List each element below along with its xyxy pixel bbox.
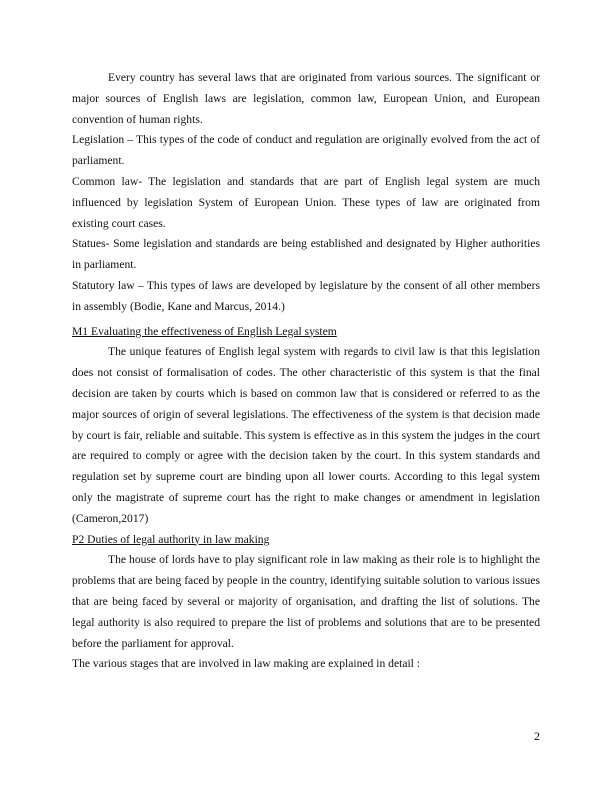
common-law-paragraph: Common law- The legislation and standards that are part of English legal system are much influenced by legislation System of European Union. These types of law are originated from existing court cases. xyxy=(72,174,540,230)
stages-intro-paragraph: The various stages that are involved in law making are explained in detail : xyxy=(72,657,421,671)
p2-paragraph: The house of lords have to play significant role in law making as their role is to highlight the problems that are being faced by people in the country, identifying suitable solution to various issues that are being faced by several or majority of organisation, and drafting the list of solutions. The legal authority is also required to prepare the list of problems and solutions that are to be presented before the parliament for approval. xyxy=(72,553,540,650)
m1-heading: M1 Evaluating the effectiveness of English Legal system xyxy=(72,324,337,338)
intro-paragraph: Every country has several laws that are originated from various sources. The significant or major sources of English laws are legislation, common law, European Union, and European convention of human rights. xyxy=(72,71,540,126)
p2-heading: P2 Duties of legal authority in law making xyxy=(72,532,270,546)
body-text xyxy=(72,68,540,675)
page-number: 2 xyxy=(534,729,540,743)
statues-paragraph: Statues- Some legislation and standards are being established and designated by Higher authorities in parliament. xyxy=(72,237,540,272)
m1-paragraph: The unique features of English legal system with regards to civil law is that this legislation does not consist of formalisation of codes. The other characteristic of this system is that the final decision are taken by courts which is based on common law that is considered or referred to as the major sources of origin of several legislations. The effectiveness of the system is that decision made by court is fair, reliable and suitable. This system is effective as in this system the judges in the court are required to comply or agree with the decision taken by the court. In this system standards and regulation set by supreme court are binding upon all lower courts. According to this legal system only the magistrate of supreme court has the right to make changes or amendment in legislation (Cameron,2017) xyxy=(72,345,540,525)
legislation-paragraph: Legislation – This types of the code of conduct and regulation are originally evolved from the act of parliament. xyxy=(72,133,540,168)
statutory-law-paragraph: Statutory law – This types of laws are developed by legislature by the consent of all other members in assembly (Bodie, Kane and Marcus, 2014.) xyxy=(72,278,540,313)
